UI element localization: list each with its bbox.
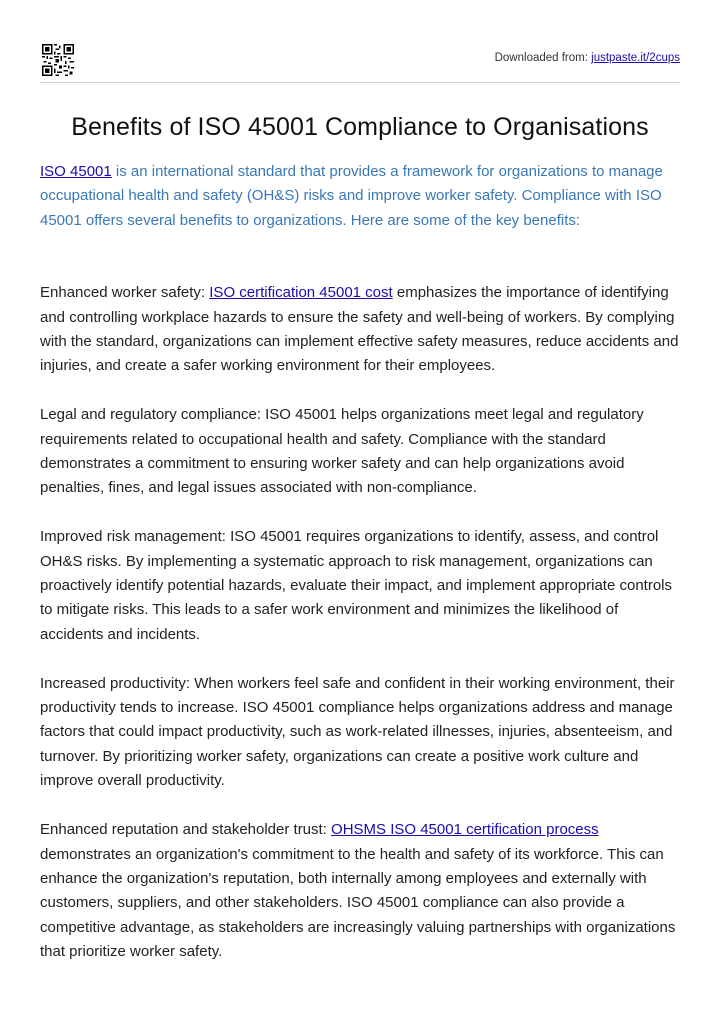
iso-45001-link[interactable]: ISO 45001 bbox=[40, 163, 112, 180]
benefit-paragraph-worker-safety bbox=[40, 281, 684, 379]
intro-text: is an international standard that provides a framework for organizations to manage occupational health and safety (OH&S) risks and improve worker safety. Compliance with ISO 45001 offers several benefits to organizations. Here are some of the key benefits: bbox=[40, 163, 663, 229]
benefit-paragraph-productivity: Increased productivity: When workers feel safe and confident in their working environment, their productivity tends to increase. ISO 45001 compliance helps organizations address and manage factors that could impact productivity, such as work-related illnesses, injuries, absenteeism, and turnover. By prioritizing worker safety, organizations can create a positive work culture and improve overall productivity. bbox=[40, 674, 675, 790]
benefit-paragraph-legal-compliance: Legal and regulatory compliance: ISO 45001 helps organizations meet legal and regulatory requirements related to occupational health and safety. Compliance with the standard demonstrates a commitment to ensuring worker safety and can help organizations avoid penalties, fines, and legal issues associated with non-compliance. bbox=[40, 406, 644, 497]
benefit-text-after: demonstrates an organization's commitment to the health and safety of its workforce. This can enhance the organization's reputation, both internally among employees and externally with customers, suppliers, and other stakeholders. ISO 45001 compliance can also provide a competitive advantage, as stakeholders are increasingly valuing partnerships with organizations that prioritize worker safety. bbox=[40, 845, 676, 961]
iso-certification-cost-link[interactable]: ISO certification 45001 cost bbox=[209, 284, 393, 302]
article-body bbox=[40, 160, 684, 965]
benefit-text-before: Enhanced reputation and stakeholder trust: bbox=[40, 821, 332, 839]
intro-paragraph bbox=[40, 160, 684, 233]
benefit-text-after: emphasizes the importance of identifying and controlling workplace hazards to ensure the safety and well-being of workers. By complying with the standard, organizations can implement effective safety measures, reduce accidents and injuries, and create a safer working environment for their employees. bbox=[40, 284, 679, 375]
qr-code-icon bbox=[42, 44, 74, 76]
benefit-paragraph-risk-management: Improved risk management: ISO 45001 requires organizations to identify, assess, and control OH&S risks. By implementing a systematic approach to risk management, organizations can proactively identify potential hazards, evaluate their impact, and implement appropriate controls to mitigate risks. This leads to a safer work environment and minimizes the likelihood of accidents and incidents. bbox=[40, 528, 673, 643]
page-header bbox=[40, 42, 680, 83]
benefit-paragraph-reputation bbox=[40, 818, 684, 964]
downloaded-label: Downloaded from: bbox=[494, 52, 588, 64]
benefit-text-before: Enhanced worker safety: bbox=[40, 284, 210, 302]
ohsms-certification-process-link[interactable]: OHSMS ISO 45001 certification process bbox=[331, 821, 599, 839]
source-link[interactable]: justpaste.it/2cups bbox=[591, 52, 680, 64]
download-source bbox=[495, 52, 680, 64]
page-title: Benefits of ISO 45001 Compliance to Organisations bbox=[71, 113, 649, 141]
